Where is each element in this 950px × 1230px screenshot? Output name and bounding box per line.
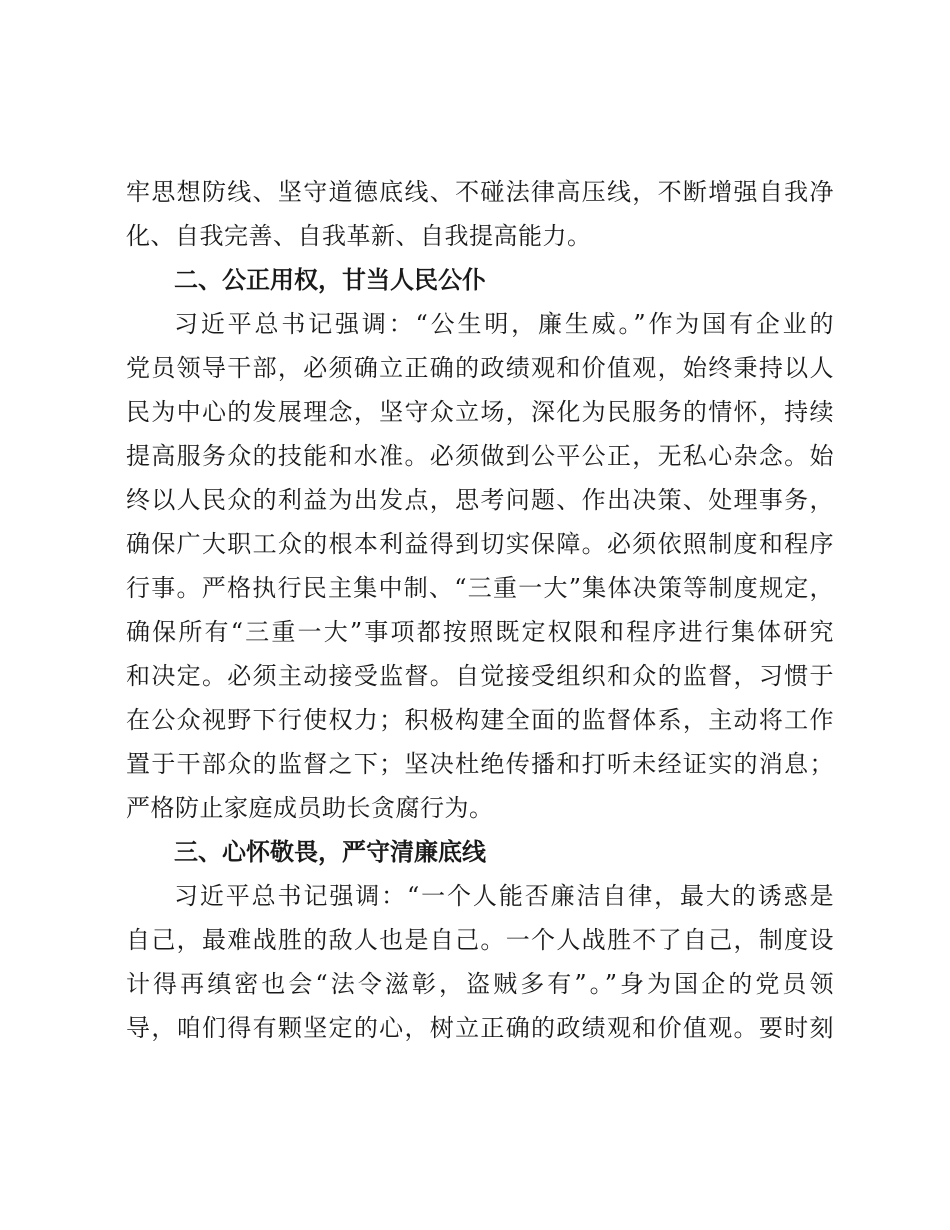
paragraph-line: 行事。严格执行民主集中制、“三重一大”集体决策等制度规定， [126,574,834,602]
section-heading: 三、心怀敬畏，严守清廉底线 [174,838,486,866]
paragraph-line: 置于干部众的监督之下；坚决杜绝传播和打听未经证实的消息； [126,750,834,778]
paragraph-line: 牢思想防线、坚守道德底线、不碰法律高压线，不断增强自我净 [126,178,834,206]
paragraph-line: 民为中心的发展理念，坚守众立场，深化为民服务的情怀，持续 [126,398,834,426]
paragraph-first-line: 习近平总书记强调：“公生明，廉生威。”作为国有企业的 [174,310,834,338]
section-heading: 二、公正用权，甘当人民公仆 [174,266,486,294]
paragraph-line: 导，咱们得有颗坚定的心，树立正确的政绩观和价值观。要时刻 [126,1014,834,1042]
paragraph-line: 党员领导干部，必须确立正确的政绩观和价值观，始终秉持以人 [126,354,834,382]
paragraph-line: 自己，最难战胜的敌人也是自己。一个人战胜不了自己，制度设 [126,926,834,954]
document-page [126,170,834,1050]
paragraph-line: 在公众视野下行使权力；积极构建全面的监督体系，主动将工作 [126,706,834,734]
document-body [126,170,834,1050]
paragraph-line: 计得再缜密也会“法令滋彰，盗贼多有”。”身为国企的党员领 [126,970,834,998]
paragraph-line: 化、自我完善、自我革新、自我提高能力。 [126,222,592,250]
paragraph-line: 和决定。必须主动接受监督。自觉接受组织和众的监督，习惯于 [126,662,834,690]
paragraph-line: 确保所有“三重一大”事项都按照既定权限和程序进行集体研究 [126,618,834,646]
paragraph-line: 提高服务众的技能和水准。必须做到公平公正，无私心杂念。始 [126,442,834,470]
paragraph-line: 终以人民众的利益为出发点，思考问题、作出决策、处理事务， [126,486,834,514]
paragraph-line: 严格防止家庭成员助长贪腐行为。 [126,794,494,822]
paragraph-first-line: 习近平总书记强调：“一个人能否廉洁自律，最大的诱惑是 [174,882,834,910]
paragraph-line: 确保广大职工众的根本利益得到切实保障。必须依照制度和程序 [126,530,834,558]
